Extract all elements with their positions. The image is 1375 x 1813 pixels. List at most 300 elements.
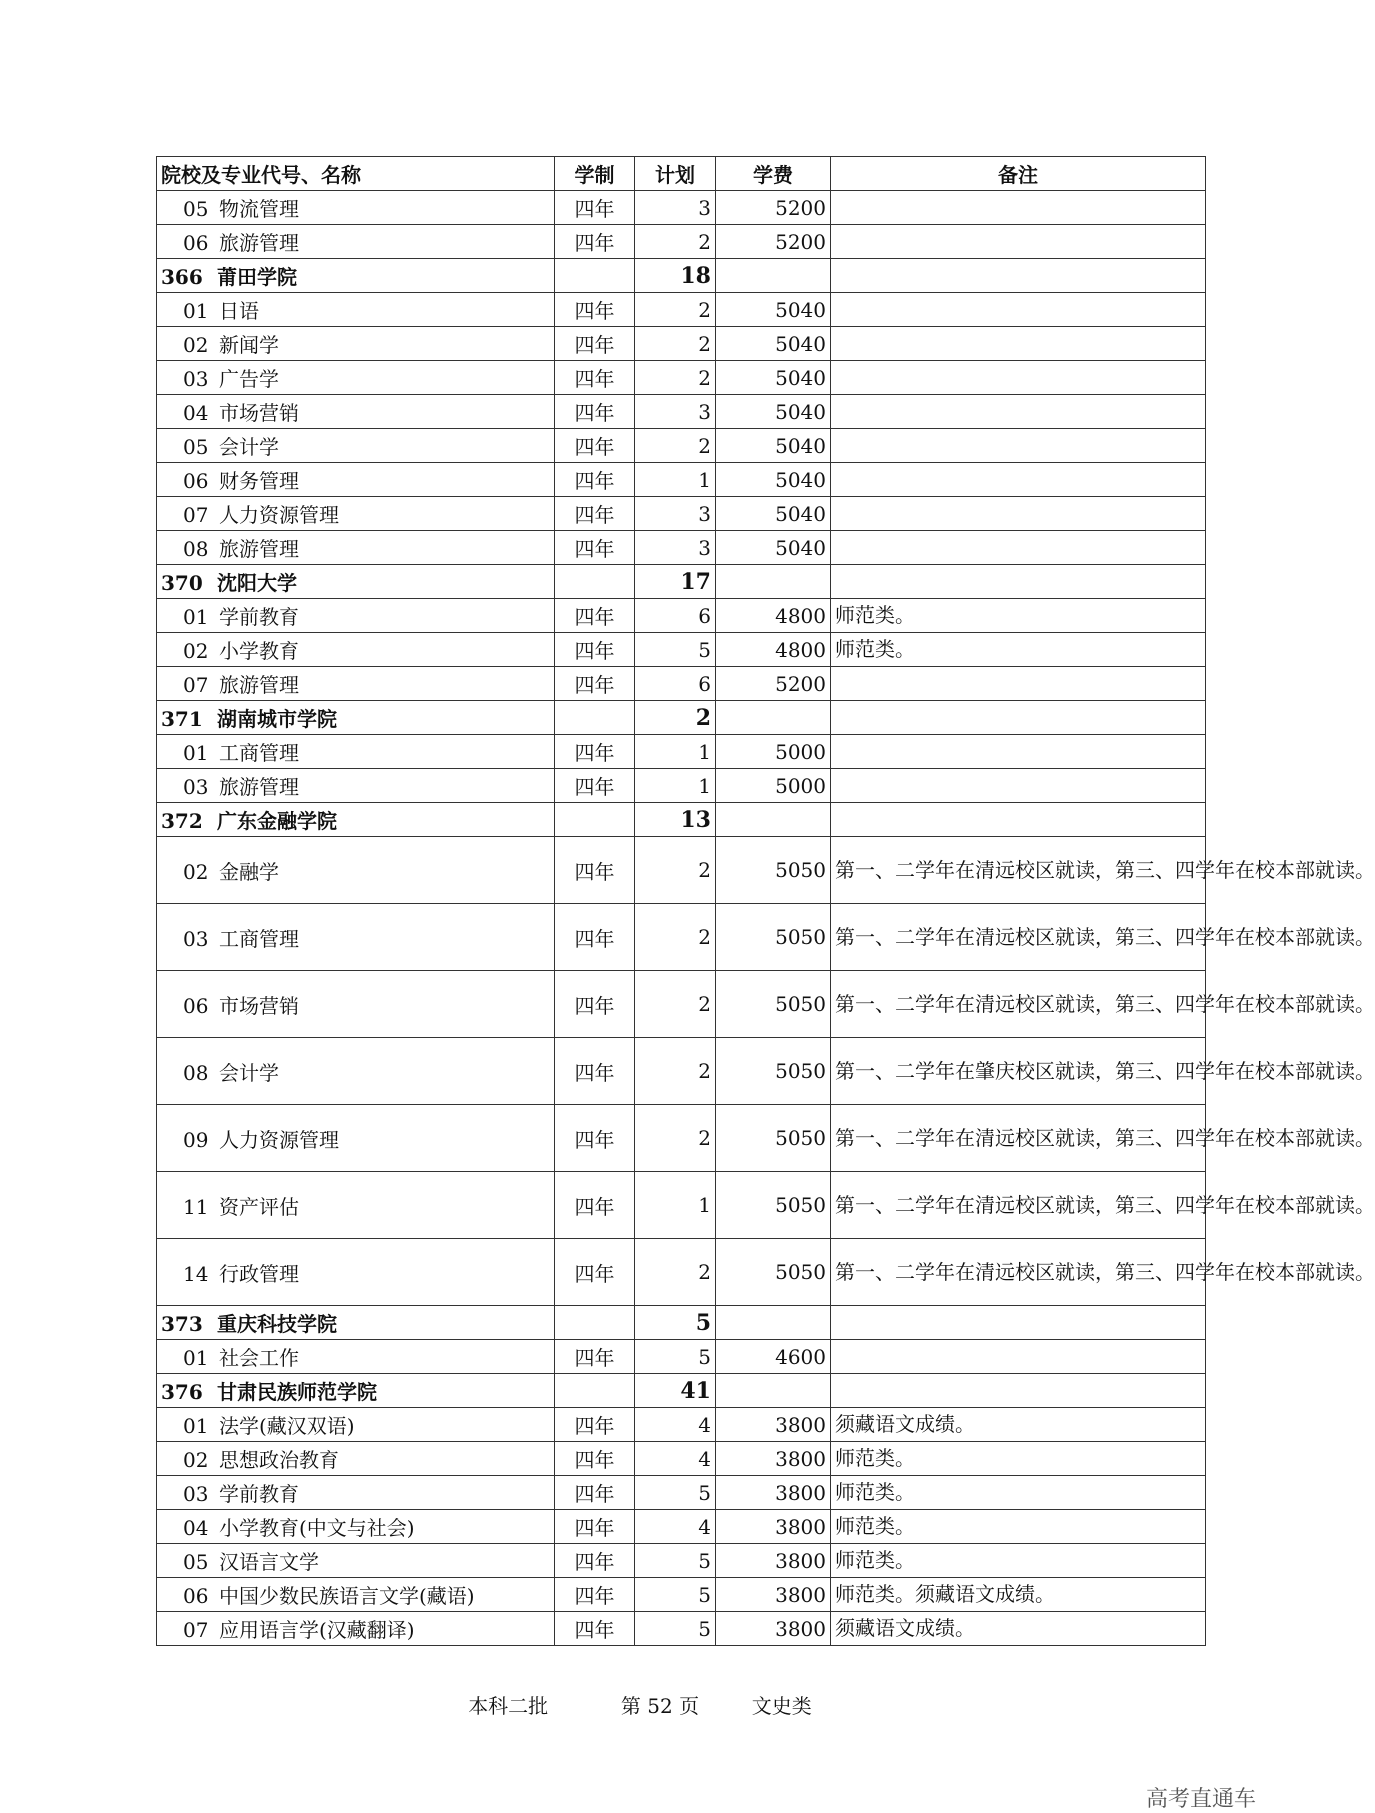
major-code: 06 [183,231,209,255]
major-length: 四年 [555,769,635,803]
school-row [157,803,1206,837]
major-cell [157,769,555,803]
major-name: 市场营销 [219,401,299,425]
major-plan: 2 [635,904,716,971]
major-row [157,1340,1206,1374]
major-note: 师范类。 [831,1442,1206,1476]
school-plan: 18 [635,259,716,293]
school-plan: 41 [635,1374,716,1408]
major-fee: 5050 [716,1105,831,1172]
major-note: 须藏语文成绩。 [831,1612,1206,1646]
major-row [157,599,1206,633]
major-note: 师范类。 [831,1544,1206,1578]
major-code: 11 [183,1194,209,1219]
major-cell [157,361,555,395]
header-note: 备注 [831,157,1206,191]
major-length: 四年 [555,395,635,429]
school-fee [716,1374,831,1408]
major-name: 工商管理 [219,741,299,765]
major-code: 03 [183,367,209,391]
major-note: 师范类。 [831,1476,1206,1510]
major-fee: 3800 [716,1408,831,1442]
school-note [831,701,1206,735]
major-fee: 3800 [716,1510,831,1544]
major-row [157,1544,1206,1578]
major-row [157,361,1206,395]
major-length: 四年 [555,1510,635,1544]
major-plan: 6 [635,599,716,633]
major-name: 旅游管理 [219,673,299,697]
major-row [157,1442,1206,1476]
major-plan: 2 [635,293,716,327]
major-code: 06 [183,993,209,1018]
school-code: 371 [161,707,203,731]
major-code: 02 [183,859,209,884]
major-fee: 3800 [716,1442,831,1476]
major-cell [157,1612,555,1646]
major-cell [157,327,555,361]
table-header-row [157,157,1206,191]
major-note: 第一、二学年在肇庆校区就读，第三、四学年在校本部就读。 [831,1038,1206,1105]
major-note [831,1340,1206,1374]
major-length: 四年 [555,1442,635,1476]
major-plan: 3 [635,531,716,565]
major-cell [157,429,555,463]
major-fee: 5040 [716,463,831,497]
major-fee: 5040 [716,395,831,429]
major-row [157,1239,1206,1306]
major-fee: 5050 [716,1038,831,1105]
major-name: 物流管理 [219,197,299,221]
school-plan: 2 [635,701,716,735]
major-length: 四年 [555,463,635,497]
school-row [157,701,1206,735]
major-length: 四年 [555,1476,635,1510]
major-row [157,633,1206,667]
major-length: 四年 [555,1172,635,1239]
major-note: 须藏语文成绩。 [831,1408,1206,1442]
major-row [157,1578,1206,1612]
school-length [555,701,635,735]
school-cell [157,259,555,293]
school-row [157,1306,1206,1340]
admission-plan-table [156,156,1375,1646]
major-code: 01 [183,1346,209,1370]
page-footer [0,1690,1280,1719]
major-plan: 5 [635,1476,716,1510]
major-name: 学前教育 [219,605,299,629]
major-plan: 3 [635,497,716,531]
major-length: 四年 [555,531,635,565]
major-length: 四年 [555,1578,635,1612]
major-cell [157,971,555,1038]
major-plan: 1 [635,1172,716,1239]
major-note [831,497,1206,531]
major-name: 金融学 [219,859,279,884]
major-cell [157,904,555,971]
major-note [831,225,1206,259]
major-fee: 5050 [716,1172,831,1239]
major-plan: 6 [635,667,716,701]
major-name: 汉语言文学 [219,1550,319,1574]
major-code: 05 [183,435,209,459]
major-length: 四年 [555,633,635,667]
major-fee: 3800 [716,1544,831,1578]
school-length [555,1374,635,1408]
major-cell [157,1340,555,1374]
major-code: 07 [183,1618,209,1642]
major-code: 09 [183,1127,209,1152]
major-fee: 4600 [716,1340,831,1374]
school-name: 甘肃民族师范学院 [217,1380,377,1404]
major-name: 财务管理 [219,469,299,493]
school-length [555,1306,635,1340]
major-fee: 5000 [716,735,831,769]
major-row [157,225,1206,259]
major-code: 08 [183,1060,209,1085]
major-row [157,769,1206,803]
major-note: 第一、二学年在清远校区就读，第三、四学年在校本部就读。 [831,971,1206,1038]
major-name: 法学(藏汉双语) [219,1414,355,1438]
major-cell [157,1038,555,1105]
school-code: 376 [161,1380,203,1404]
major-plan: 2 [635,1105,716,1172]
school-fee [716,701,831,735]
major-note [831,327,1206,361]
school-fee [716,803,831,837]
major-fee: 5050 [716,1239,831,1306]
major-row [157,667,1206,701]
major-length: 四年 [555,904,635,971]
major-note: 师范类。 [831,1510,1206,1544]
table-body [157,191,1375,1646]
major-code: 07 [183,503,209,527]
major-code: 02 [183,333,209,357]
major-fee: 3800 [716,1612,831,1646]
major-note: 第一、二学年在清远校区就读，第三、四学年在校本部就读。 [831,837,1206,904]
major-name: 小学教育 [219,639,299,663]
major-cell [157,1476,555,1510]
major-cell [157,395,555,429]
major-note: 第一、二学年在清远校区就读，第三、四学年在校本部就读。 [831,904,1206,971]
school-row [157,565,1206,599]
major-note [831,395,1206,429]
major-code: 08 [183,537,209,561]
major-note: 第一、二学年在清远校区就读，第三、四学年在校本部就读。 [831,1239,1206,1306]
major-code: 02 [183,639,209,663]
major-fee: 5040 [716,497,831,531]
major-plan: 1 [635,735,716,769]
major-plan: 4 [635,1408,716,1442]
major-fee: 4800 [716,599,831,633]
major-name: 会计学 [219,435,279,459]
major-length: 四年 [555,735,635,769]
major-length: 四年 [555,837,635,904]
footer-category: 文史类 [751,1694,812,1718]
major-code: 01 [183,1414,209,1438]
school-length [555,803,635,837]
major-fee: 5000 [716,769,831,803]
major-note: 师范类。 [831,633,1206,667]
school-note [831,803,1206,837]
major-plan: 1 [635,463,716,497]
major-plan: 3 [635,395,716,429]
school-note [831,565,1206,599]
major-cell [157,463,555,497]
major-cell [157,225,555,259]
major-name: 学前教育 [219,1482,299,1506]
major-row [157,293,1206,327]
school-row [157,1374,1206,1408]
major-plan: 5 [635,1612,716,1646]
major-row [157,1038,1206,1105]
major-name: 旅游管理 [219,537,299,561]
major-row [157,531,1206,565]
header-length: 学制 [555,157,635,191]
major-fee: 5050 [716,904,831,971]
major-length: 四年 [555,1038,635,1105]
school-code: 373 [161,1312,203,1336]
school-name: 湖南城市学院 [217,707,337,731]
major-length: 四年 [555,599,635,633]
school-plan: 13 [635,803,716,837]
major-code: 03 [183,1482,209,1506]
major-length: 四年 [555,667,635,701]
major-plan: 2 [635,429,716,463]
major-length: 四年 [555,1340,635,1374]
major-note [831,531,1206,565]
major-cell [157,1544,555,1578]
header-plan: 计划 [635,157,716,191]
major-row [157,1408,1206,1442]
major-cell [157,1105,555,1172]
major-fee: 3800 [716,1578,831,1612]
major-note: 师范类。须藏语文成绩。 [831,1578,1206,1612]
major-cell [157,1408,555,1442]
major-name: 旅游管理 [219,775,299,799]
major-row [157,429,1206,463]
major-plan: 4 [635,1442,716,1476]
major-plan: 4 [635,1510,716,1544]
major-fee: 4800 [716,633,831,667]
school-cell [157,1306,555,1340]
major-name: 工商管理 [219,926,299,951]
major-cell [157,1442,555,1476]
major-name: 日语 [219,299,259,323]
major-plan: 2 [635,1038,716,1105]
major-name: 广告学 [219,367,279,391]
major-name: 旅游管理 [219,231,299,255]
school-code: 372 [161,809,203,833]
major-code: 07 [183,673,209,697]
major-fee: 3800 [716,1476,831,1510]
school-name: 沈阳大学 [217,571,297,595]
major-note: 第一、二学年在清远校区就读，第三、四学年在校本部就读。 [831,1105,1206,1172]
watermark-text: 高考直通车 [1145,1787,1256,1812]
major-row [157,1612,1206,1646]
major-name: 社会工作 [219,1346,299,1370]
major-fee: 5040 [716,293,831,327]
major-cell [157,191,555,225]
major-row [157,463,1206,497]
school-row [157,259,1206,293]
school-note [831,259,1206,293]
major-row [157,1510,1206,1544]
school-code: 370 [161,571,203,595]
major-name: 人力资源管理 [219,503,339,527]
school-cell [157,565,555,599]
school-fee [716,259,831,293]
school-cell [157,701,555,735]
major-code: 06 [183,469,209,493]
school-note [831,1306,1206,1340]
major-fee: 5200 [716,191,831,225]
major-cell [157,531,555,565]
school-name: 重庆科技学院 [217,1312,337,1336]
major-row [157,735,1206,769]
major-plan: 3 [635,191,716,225]
school-note [831,1374,1206,1408]
major-code: 02 [183,1448,209,1472]
major-note [831,769,1206,803]
major-code: 03 [183,775,209,799]
major-plan: 2 [635,361,716,395]
major-length: 四年 [555,293,635,327]
major-length: 四年 [555,191,635,225]
major-cell [157,1239,555,1306]
major-fee: 5040 [716,327,831,361]
major-code: 01 [183,299,209,323]
school-length [555,565,635,599]
major-cell [157,735,555,769]
major-row [157,1105,1206,1172]
major-cell [157,667,555,701]
major-fee: 5040 [716,361,831,395]
major-name: 新闻学 [219,333,279,357]
school-code: 366 [161,265,203,289]
major-name: 应用语言学(汉藏翻译) [219,1618,415,1642]
major-note [831,463,1206,497]
major-code: 04 [183,401,209,425]
major-length: 四年 [555,225,635,259]
major-code: 03 [183,926,209,951]
major-name: 行政管理 [219,1261,299,1286]
major-row [157,904,1206,971]
header-fee: 学费 [716,157,831,191]
major-code: 01 [183,741,209,765]
major-cell [157,1578,555,1612]
major-fee: 5200 [716,667,831,701]
major-row [157,971,1206,1038]
major-plan: 2 [635,971,716,1038]
major-plan: 2 [635,837,716,904]
major-row [157,1476,1206,1510]
school-fee [716,565,831,599]
major-cell [157,497,555,531]
major-plan: 5 [635,1544,716,1578]
major-plan: 2 [635,225,716,259]
major-cell [157,1172,555,1239]
header-name: 院校及专业代号、名称 [157,157,555,191]
major-code: 05 [183,197,209,221]
major-code: 06 [183,1584,209,1608]
major-length: 四年 [555,327,635,361]
major-length: 四年 [555,1105,635,1172]
major-length: 四年 [555,971,635,1038]
school-plan: 17 [635,565,716,599]
major-plan: 1 [635,769,716,803]
major-note: 第一、二学年在清远校区就读，第三、四学年在校本部就读。 [831,1172,1206,1239]
major-note [831,735,1206,769]
school-fee [716,1306,831,1340]
major-name: 思想政治教育 [219,1448,339,1472]
major-fee: 5050 [716,971,831,1038]
school-name: 莆田学院 [217,265,297,289]
school-length [555,259,635,293]
major-row [157,191,1206,225]
major-row [157,837,1206,904]
major-cell [157,1510,555,1544]
major-name: 中国少数民族语言文学(藏语) [219,1584,475,1608]
major-name: 小学教育(中文与社会) [219,1516,415,1540]
major-length: 四年 [555,361,635,395]
school-cell [157,803,555,837]
major-length: 四年 [555,497,635,531]
major-length: 四年 [555,1612,635,1646]
major-note: 师范类。 [831,599,1206,633]
major-name: 资产评估 [219,1194,299,1219]
major-note [831,293,1206,327]
major-fee: 5050 [716,837,831,904]
major-code: 01 [183,605,209,629]
major-cell [157,633,555,667]
major-note [831,191,1206,225]
major-note [831,361,1206,395]
major-plan: 2 [635,327,716,361]
major-cell [157,293,555,327]
major-row [157,395,1206,429]
major-row [157,327,1206,361]
major-fee: 5040 [716,531,831,565]
major-name: 人力资源管理 [219,1127,339,1152]
school-name: 广东金融学院 [217,809,337,833]
major-row [157,497,1206,531]
major-fee: 5200 [716,225,831,259]
major-fee: 5040 [716,429,831,463]
footer-page: 第 52 页 [620,1694,700,1718]
major-length: 四年 [555,1544,635,1578]
major-name: 市场营销 [219,993,299,1018]
major-length: 四年 [555,1408,635,1442]
major-name: 会计学 [219,1060,279,1085]
major-note [831,429,1206,463]
major-plan: 2 [635,1239,716,1306]
school-cell [157,1374,555,1408]
major-code: 14 [183,1261,209,1286]
major-length: 四年 [555,429,635,463]
major-row [157,1172,1206,1239]
major-note [831,667,1206,701]
major-code: 04 [183,1516,209,1540]
major-length: 四年 [555,1239,635,1306]
major-cell [157,599,555,633]
major-plan: 5 [635,1578,716,1612]
major-plan: 5 [635,633,716,667]
school-plan: 5 [635,1306,716,1340]
footer-batch: 本科二批 [468,1694,549,1718]
major-cell [157,837,555,904]
major-plan: 5 [635,1340,716,1374]
